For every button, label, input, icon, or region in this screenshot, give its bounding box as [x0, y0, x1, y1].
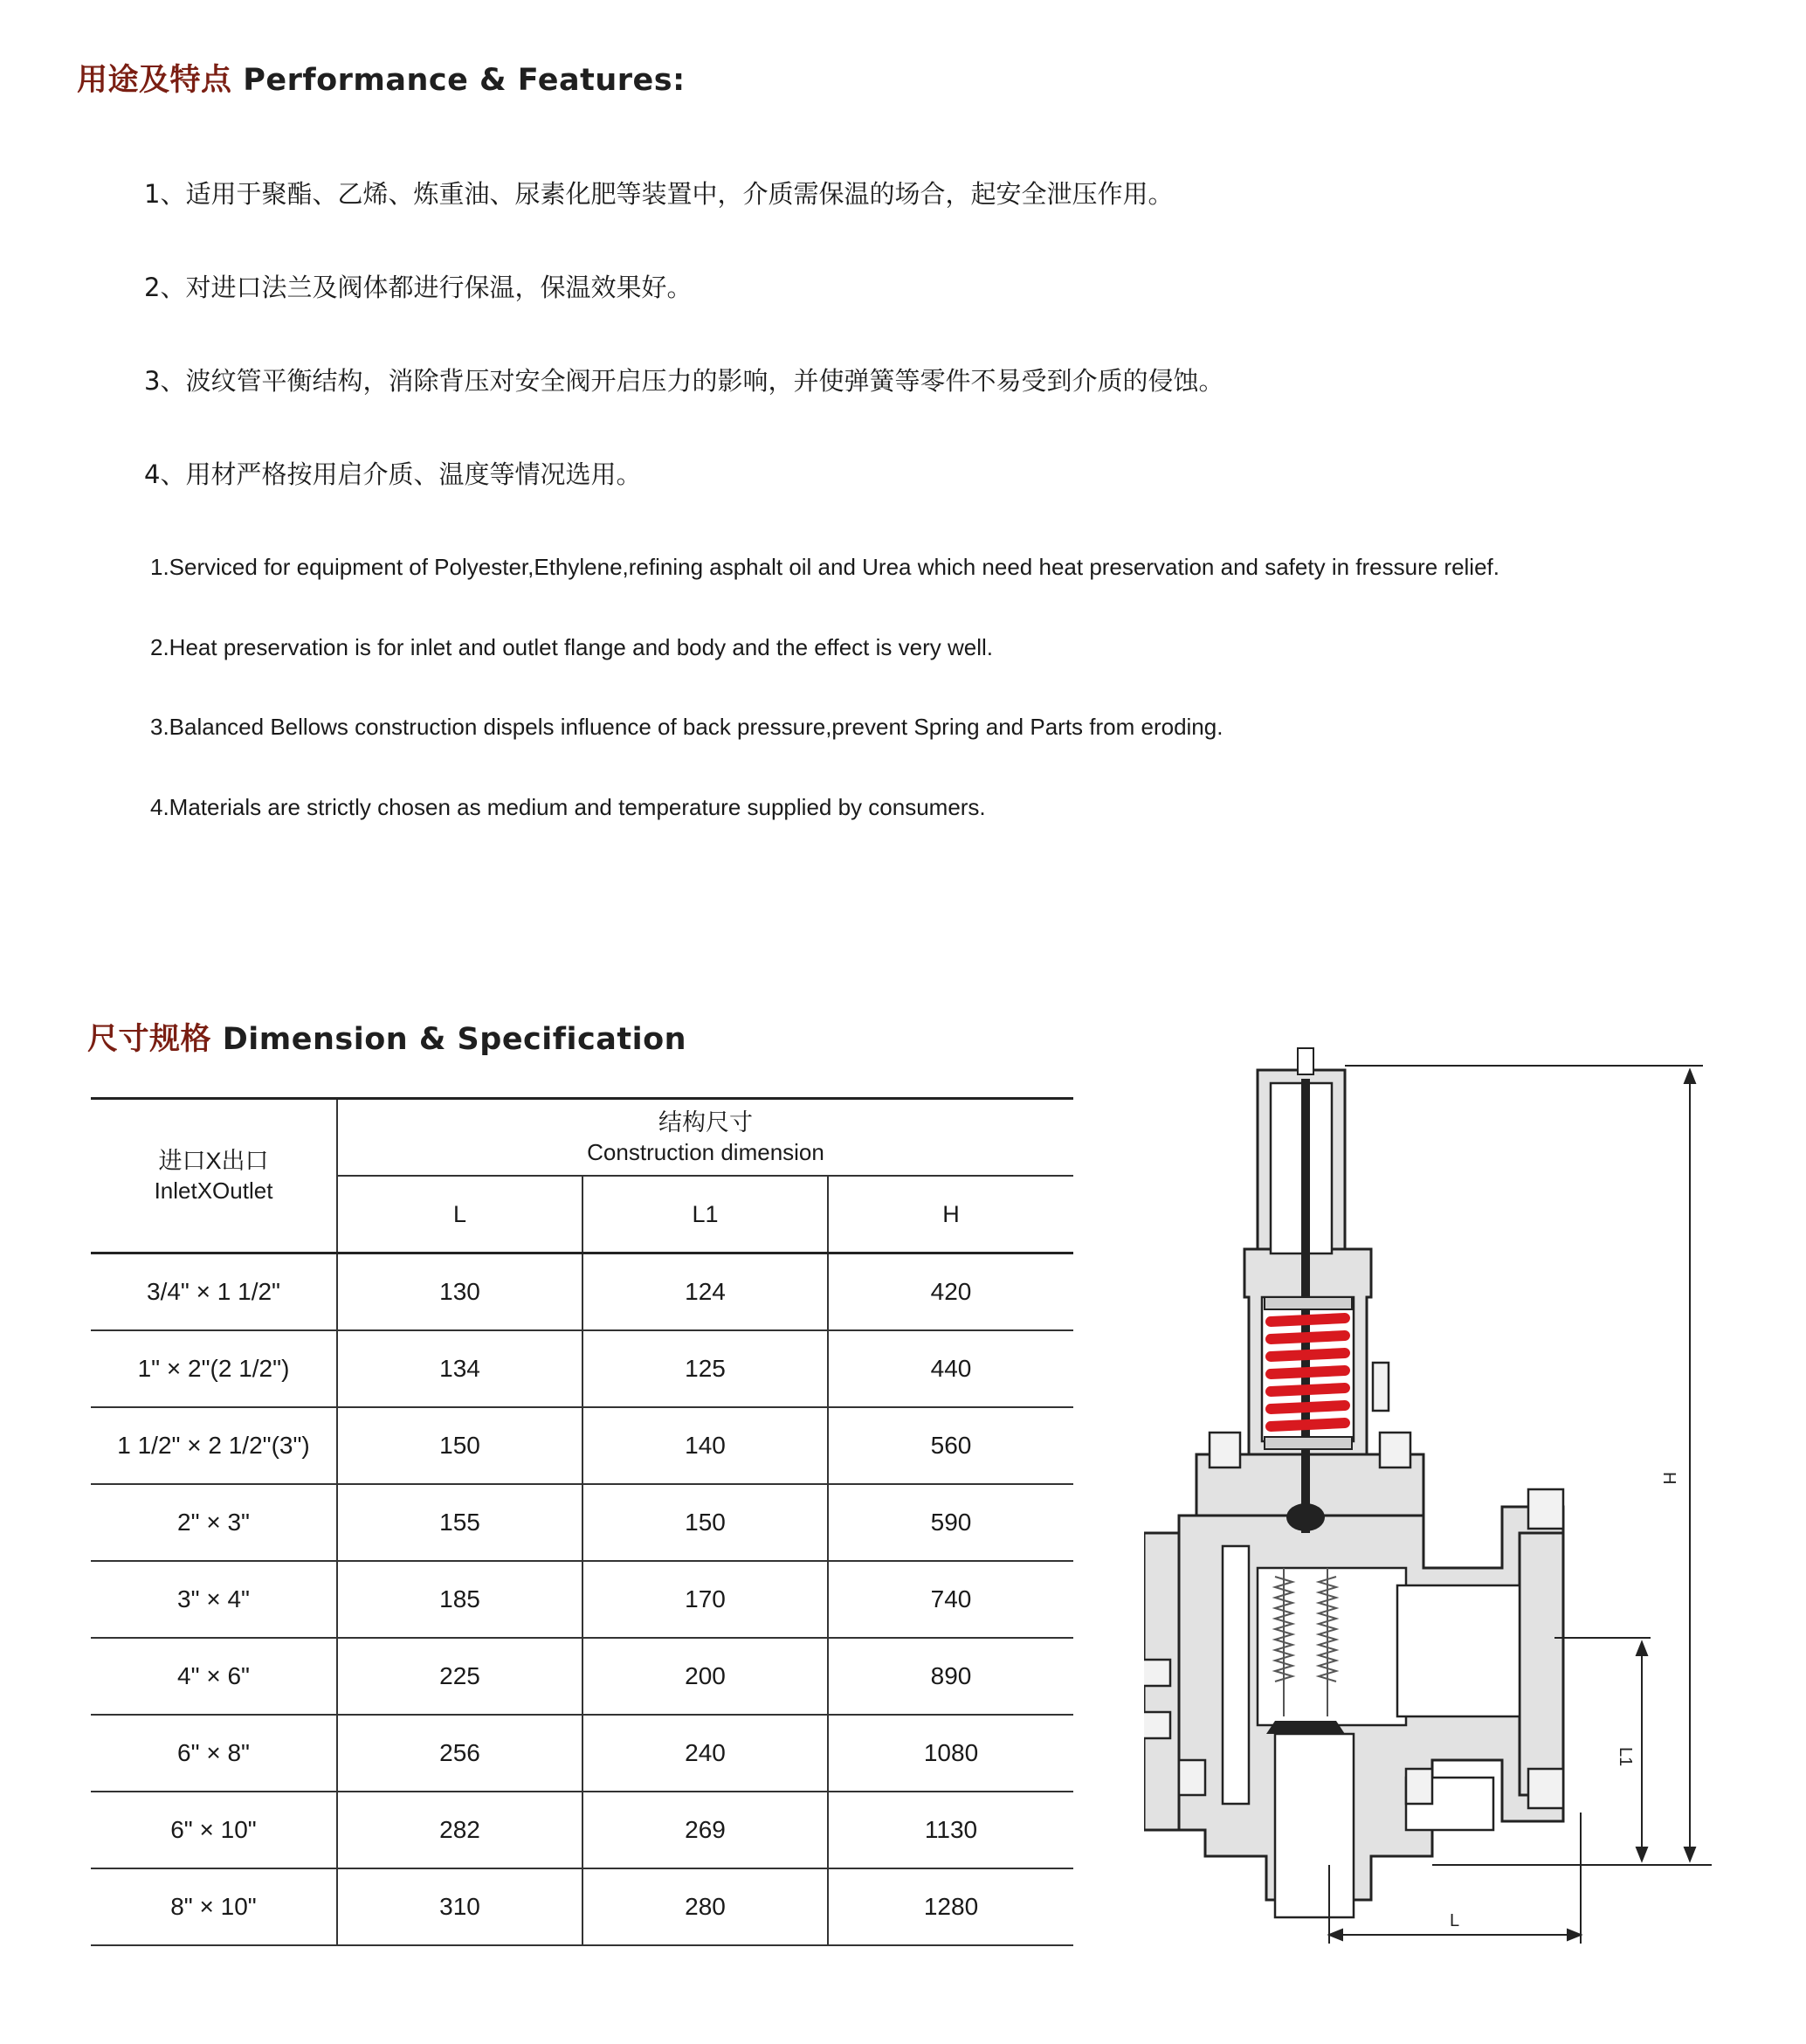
dimension-title-en: Dimension & Specification	[222, 1022, 687, 1057]
construction-dimension-header	[337, 1099, 1073, 1177]
feature-zh-4: 4、用材严格按用启介质、温度等情况选用。	[144, 459, 642, 489]
performance-title-en: Performance & Features:	[243, 63, 686, 98]
table-row	[91, 1638, 1073, 1715]
dimension-title	[87, 1015, 686, 1059]
cell-l: 150	[337, 1407, 582, 1484]
lever-lug	[1373, 1363, 1389, 1411]
cell-l1: 269	[582, 1792, 828, 1868]
l-arrow-right	[1568, 1930, 1581, 1940]
construction-header-zh: 结构尺寸	[658, 1108, 754, 1136]
column-header-h: H	[828, 1176, 1073, 1253]
column-header-l: L	[337, 1176, 582, 1253]
cell-size: 3/4" × 1 1/2"	[91, 1253, 337, 1331]
cell-h: 420	[828, 1253, 1073, 1331]
cell-h: 1130	[828, 1792, 1073, 1868]
outlet-passage	[1397, 1585, 1520, 1716]
spring-coil	[1271, 1423, 1345, 1426]
inlet-outlet-header	[91, 1099, 337, 1253]
feature-zh-1: 1、适用于聚酯、乙烯、炼重油、尿素化肥等装置中，介质需保温的场合，起安全泄压作用。	[144, 179, 1174, 209]
inlet-nozzle	[1275, 1734, 1354, 1917]
valve-section-drawing	[1144, 1044, 1738, 1970]
cell-h: 590	[828, 1484, 1073, 1561]
inlet-outlet-header-zh: 进口X出口	[158, 1147, 269, 1174]
l1-arrow-bottom	[1637, 1847, 1647, 1861]
outlet-flange-outline	[1520, 1533, 1563, 1795]
spring-coil	[1271, 1353, 1345, 1357]
feature-en-2: 2.Heat preservation is for inlet and outlet flange and body and the effect is very well.	[150, 634, 993, 660]
cell-size: 8" × 10"	[91, 1868, 337, 1945]
cell-l1: 125	[582, 1330, 828, 1407]
cell-size: 6" × 8"	[91, 1715, 337, 1792]
cell-l1: 150	[582, 1484, 828, 1561]
cell-l1: 240	[582, 1715, 828, 1792]
cell-l: 310	[337, 1868, 582, 1945]
cell-h: 890	[828, 1638, 1073, 1715]
spring	[1271, 1318, 1345, 1426]
cell-l: 155	[337, 1484, 582, 1561]
cell-l1: 280	[582, 1868, 828, 1945]
cell-l: 225	[337, 1638, 582, 1715]
cell-l: 130	[337, 1253, 582, 1331]
performance-title-zh: 用途及特点	[77, 63, 232, 98]
cell-size: 1 1/2" × 2 1/2"(3")	[91, 1407, 337, 1484]
cell-size: 4" × 6"	[91, 1638, 337, 1715]
cell-l: 256	[337, 1715, 582, 1792]
table-row	[91, 1407, 1073, 1484]
bolt	[1179, 1760, 1205, 1795]
performance-title	[77, 56, 686, 100]
cell-size: 1" × 2"(2 1/2")	[91, 1330, 337, 1407]
valve-disc	[1266, 1721, 1345, 1734]
feature-en-4: 4.Materials are strictly chosen as medium and temperature supplied by consumers.	[150, 794, 986, 820]
feature-en-1: 1.Serviced for equipment of Polyester,Ethylene,refining asphalt oil and Urea which need heat preservation and safety in fressure relief.	[150, 554, 1499, 580]
cell-l1: 124	[582, 1253, 828, 1331]
inlet-outlet-header-en: InletXOutlet	[154, 1177, 273, 1204]
table-row	[91, 1253, 1073, 1331]
cell-l1: 200	[582, 1638, 828, 1715]
feature-zh-2: 2、对进口法兰及阀体都进行保温，保温效果好。	[144, 273, 693, 302]
cell-l: 134	[337, 1330, 582, 1407]
cell-h: 560	[828, 1407, 1073, 1484]
spring-coil	[1271, 1336, 1345, 1339]
cell-h: 1280	[828, 1868, 1073, 1945]
cell-l1: 170	[582, 1561, 828, 1638]
spring-coil	[1271, 1371, 1345, 1374]
spring-coil	[1271, 1388, 1345, 1391]
cell-size: 3" × 4"	[91, 1561, 337, 1638]
upper-spring-washer	[1265, 1297, 1352, 1309]
l1-arrow-top	[1637, 1642, 1647, 1655]
bellows-chamber	[1258, 1568, 1406, 1725]
spring-coil	[1271, 1318, 1345, 1322]
bolt	[1528, 1489, 1563, 1529]
dimension-title-zh: 尺寸规格	[87, 1022, 212, 1057]
spec-table	[91, 1097, 1073, 1946]
h-arrow-top	[1685, 1070, 1695, 1083]
bolt	[1210, 1433, 1240, 1467]
bolt	[1144, 1712, 1170, 1738]
cell-size: 2" × 3"	[91, 1484, 337, 1561]
bolt	[1528, 1769, 1563, 1808]
table-row	[91, 1715, 1073, 1792]
table-row	[91, 1792, 1073, 1868]
table-row	[91, 1330, 1073, 1407]
drawing-label-l1: L1	[1616, 1747, 1635, 1767]
table-row	[91, 1868, 1073, 1945]
feature-zh-3: 3、波纹管平衡结构，消除背压对安全阀开启压力的影响，并使弹簧等零件不易受到介质的侵蚀。	[144, 366, 1224, 396]
bolt	[1144, 1660, 1170, 1686]
cell-h: 740	[828, 1561, 1073, 1638]
lower-spring-washer	[1265, 1437, 1352, 1449]
cell-l: 185	[337, 1561, 582, 1638]
table-row	[91, 1561, 1073, 1638]
drawing-label-h: H	[1659, 1472, 1678, 1485]
jacket-cavity	[1223, 1546, 1249, 1804]
construction-header-en: Construction dimension	[587, 1138, 824, 1165]
feature-en-3: 3.Balanced Bellows construction dispels influence of back pressure,prevent Spring and Parts from eroding.	[150, 714, 1224, 740]
table-row	[91, 1484, 1073, 1561]
stem-ball	[1286, 1503, 1325, 1531]
cell-l: 282	[337, 1792, 582, 1868]
h-arrow-bottom	[1685, 1847, 1695, 1861]
bolt	[1380, 1433, 1410, 1467]
spring-coil	[1271, 1405, 1345, 1409]
cell-size: 6" × 10"	[91, 1792, 337, 1868]
l-arrow-left	[1329, 1930, 1342, 1940]
stem-top	[1298, 1048, 1313, 1074]
drawing-label-l: L	[1450, 1911, 1460, 1930]
cell-h: 440	[828, 1330, 1073, 1407]
bolt	[1406, 1769, 1432, 1804]
cell-l1: 140	[582, 1407, 828, 1484]
cell-h: 1080	[828, 1715, 1073, 1792]
column-header-l1: L1	[582, 1176, 828, 1253]
